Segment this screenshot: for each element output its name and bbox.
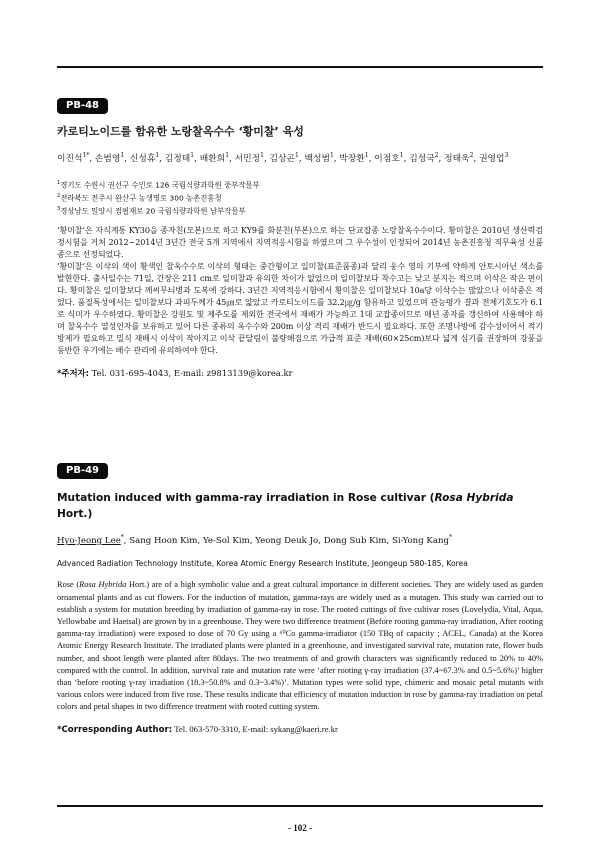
author-name: 박장환$^1$ <box>339 152 369 164</box>
title-text-end: Hort.) <box>57 508 93 520</box>
author-name: 김상곤$^1$ <box>269 152 299 164</box>
author-name: 이점호$^1$ <box>374 152 404 164</box>
corresponding-author <box>57 724 543 735</box>
abstract-paragraph: Rose (Rosa Hybrida Hort.) are of a high symbolic value and a great cultural importance in different societies. They are widely used as garden ornamental plants and as cut flowers. For the induction of mutation, gamma-rays are widely used as a mutagen. This study was carried out to establish a system for mutation breeding by irradiation of gamma-ray in rose. The rooted cuttings of five cultivar roses (Lovelydia, Vital, Aqua, Yellowbabe and Haetsal) are grown by in a greenhouse. They were two difference treatment (Before rooting gamma-ray irradiation, After rooting gamma-ray irradiation) were exposed to dose of 70 Gy using a ⁶⁰Co gamma-irradiator (150 TBq of capacity ; ACEL, Canada) at the Korea Atomic Energy Research Institute. The irradiated plants were planted in a greenhouse, and investigated survival rate, mutation rate, flower buds number, and shoot length were planted after 80days. The two treatments of and growth characters was significantly reduced to 20% to 40% compared with the control. In addition, survival rate and mutation rate were ‘after rooting γ-ray irradiation (37.4~67.3% and 0.5~5.6%)’ higher than ‘before rooting γ-ray irradiation (18.3~50.8% and 0.3~3.4%)’. Mutation types were solid type, chimeric and mosaic petal mutants with various colors were induced from five rose. These results indicate that efficiency of mutation induction in rose by gamma-ray irradiation on petal colors and petal shapes in two difference treatment with rooted cutting system. <box>57 580 543 712</box>
abstract-body <box>57 225 543 358</box>
top-rule <box>57 66 543 68</box>
abstract-body <box>57 579 543 713</box>
page-number: - 102 - <box>288 823 312 833</box>
affiliation-line: $^3$경상남도 밀양시 점필재로 20 국립식량과학원 남부작물부 <box>57 205 246 216</box>
author-name: Dong Sub Kim <box>323 535 387 546</box>
author-name: 서민정$^1$ <box>234 152 264 164</box>
author-name: 권영업$^3$ <box>479 152 509 164</box>
author-name: 손범영$^1$ <box>94 152 125 164</box>
abstract-paragraph: ‘황미찰’은 이삭의 색이 황색인 찰옥수수로 이삭의 형태는 중간형이고 일미찰(표준품종)과 달리 웅수 영의 기부에 약하게 안토시아닌 색소를 발현한다. 출사일수는 71일, 간장은 211 cm로 일미찰과 유의한 차이가 없었으며 일미찰보다 착수고는 낮고 분지는 적으며 이삭은 작은 편이다. 황미찰은 일미찰보다 깨씨무늬병과 도복에 강하다. 3년간 지역적응시험에서 황미찰은 일미찰보다 10a당 이삭수는 많았으나 이삭중은 적었다. 품질특성에서는 일미찰보다 과피두께가 45㎛로 얇았고 카로티노이드를 32.2㎍/g 함유하고 있었으며 관능평가 결과 전체기호도가 6.1로 식미가 우수하였다. 황미찰은 강원도 및 제주도를 제외한 전국에서 재배가 가능하고 1대 교잡종이므로 매년 종자를 갱신하여 사용해야 하며 찰옥수수 열성인자를 보유하고 있어 다른 종류의 옥수수와 200m 이상 격리 재배가 반드시 필요하다. 또한 조명나방에 감수성이어서 적기 방제가 필요하고 밀식 재배시 이삭이 작아지고 이삭 끝달림이 불량해짐으로 가급적 표준 재배(60×25cm)보다 넓게 심기를 권장하며 강풍을 동반한 우기에는 배수 관리에 유의하여야 한다. <box>57 261 543 356</box>
author-name: 김정태$^1$ <box>164 152 195 164</box>
author-name: Yeong Deuk Jo <box>255 535 319 546</box>
author-list: Hyo-Jeong Lee*, Sang Hoon Kim, Ye-Sol Kim, Yeong Deuk Jo, Dong Sub Kim, Si-Yong Kang* <box>57 534 453 546</box>
abstract-title <box>57 490 543 522</box>
abstract-id-badge: PB-48 <box>57 98 108 114</box>
corresponding-label: *주저자: <box>57 368 89 379</box>
bottom-rule <box>57 805 543 807</box>
affiliation-line: $^1$경기도 수원시 권선구 수인로 126 국립식량과학원 중부작물부 <box>57 179 260 190</box>
corresponding-label: *Corresponding Author: <box>57 724 173 735</box>
abstract-pb48 <box>57 93 543 379</box>
corresponding-contact: Tel. 063-570-3310, E-mail: sykang@kaeri.re.kr <box>174 723 338 734</box>
affiliation-line: $^2$전라북도 전주시 완산구 농생명로 300 농촌진흥청 <box>57 192 222 203</box>
abstract-title: 카로티노이드를 함유한 노랑찰옥수수 ‘황미찰’ 육성 <box>57 125 304 138</box>
abstract-paragraph: ‘황미찰’은 자식계통 KY30을 종자친(모본)으로 하고 KY9를 화분친(부본)으로 하는 단교잡종 노랑찰옥수수이다. 황미찰은 2010년 생산력검정시험을 거쳐 2012~2014년 3년간 전국 5개 지역에서 지역적응시험을 하였으며 그 우수성이 인정되어 2014년 농촌진흥청 직무육성 신품종으로 선정되었다. <box>57 225 543 259</box>
author-name: Hyo-Jeong Lee* <box>57 534 124 546</box>
author-name: Sang Hoon Kim <box>129 535 198 546</box>
author-name: 김성국$^2$ <box>409 152 439 164</box>
author-name: Ye-Sol Kim <box>202 535 250 546</box>
affiliation-list <box>57 178 543 217</box>
corresponding-contact: Tel. 031-695-4043, E-mail: z9813139@korea.kr <box>91 368 293 379</box>
title-species: Rosa Hybrida <box>434 492 514 504</box>
author-name: Si-Yong Kang* <box>391 534 453 546</box>
title-text: Mutation induced with gamma-ray irradiation in Rose cultivar ( <box>57 492 435 504</box>
author-list: 이진석$^{1*}$, 손범영$^1$, 신성휴$^1$, 김정태$^1$, 배환희$^1$, 서민정$^1$, 김상곤$^1$, 백성범$^1$, 박장환$^1$, 이점호$^1$, 김성국$^2$, 정태욱$^2$, 권영업$^3$ <box>57 152 509 164</box>
author-name: 배환희$^1$ <box>199 152 230 164</box>
abstract-id-badge: PB-49 <box>57 463 108 479</box>
abstract-pb49 <box>57 458 543 735</box>
affiliation: Advanced Radiation Technology Institute, Korea Atomic Energy Research Institute, Jeongeup 580-185, Korea <box>57 558 468 568</box>
author-name: 신성휴$^1$ <box>129 152 160 164</box>
author-name: 이진석$^{1*}$ <box>57 152 90 164</box>
corresponding-author <box>57 367 543 379</box>
author-name: 정태욱$^2$ <box>444 152 474 164</box>
author-name: 백성범$^1$ <box>304 152 334 164</box>
